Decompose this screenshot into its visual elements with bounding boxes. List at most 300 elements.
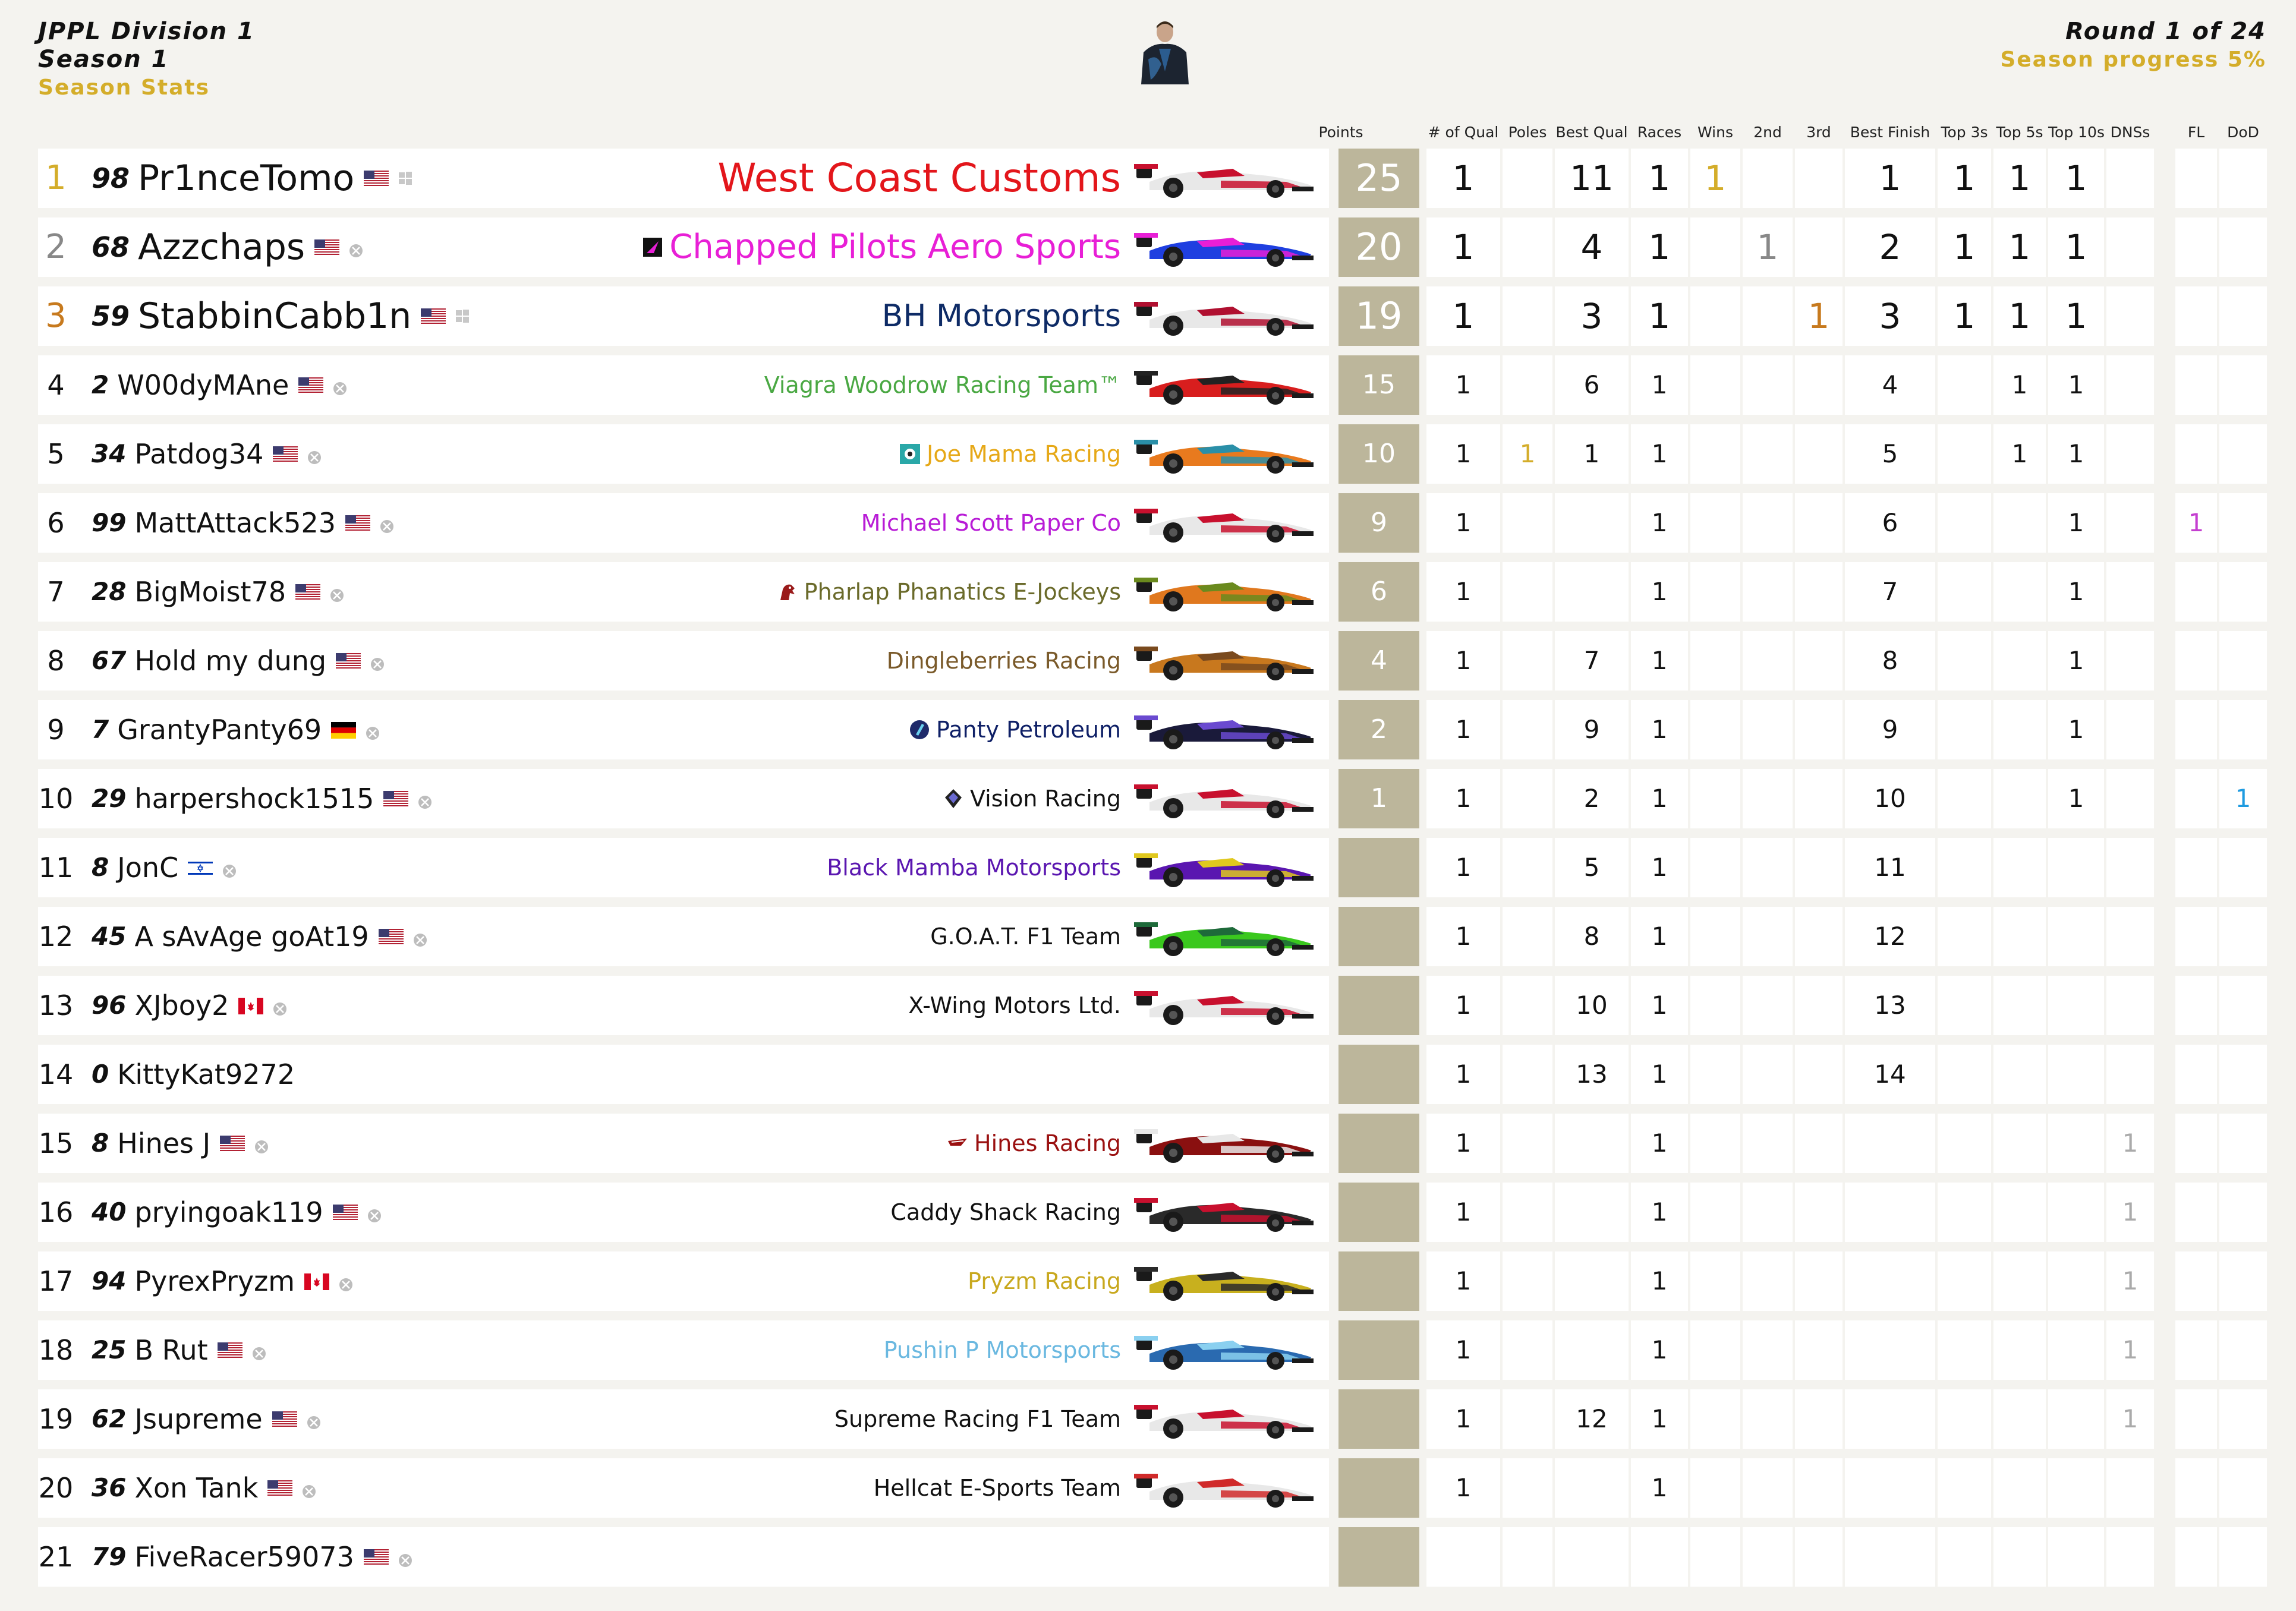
xbox-icon — [252, 1347, 266, 1361]
xbox-icon — [339, 1278, 353, 1292]
stat-top3 — [1938, 976, 1991, 1035]
stat-fl — [2175, 838, 2217, 897]
stat-fl — [2175, 217, 2217, 277]
car-number: 94 — [92, 1266, 127, 1295]
stat-wins — [1690, 700, 1740, 759]
xbox-icon — [349, 244, 363, 258]
stat-poles — [1503, 769, 1552, 828]
stat-qual: 1 — [1426, 631, 1500, 691]
stat-second — [1743, 1389, 1793, 1449]
us-flag-icon — [336, 653, 361, 670]
xbox-icon — [370, 657, 385, 671]
stat-qual: 1 — [1426, 1183, 1500, 1242]
stat-dns — [2106, 907, 2154, 966]
points-cell — [1338, 1251, 1419, 1311]
points-cell: 15 — [1338, 355, 1419, 415]
us-flag-icon — [383, 791, 408, 808]
xbox-icon — [367, 1209, 382, 1223]
row-driver-panel — [38, 1527, 1329, 1587]
stat-poles — [1503, 1389, 1552, 1449]
stat-best-qual: 13 — [1555, 1045, 1629, 1104]
stat-second — [1743, 976, 1793, 1035]
stat-races: 1 — [1631, 631, 1688, 691]
us-flag-icon — [364, 171, 389, 187]
stat-dns — [2106, 493, 2154, 553]
stat-dod: 1 — [2219, 769, 2267, 828]
stat-dns — [2106, 149, 2154, 208]
stat-poles — [1503, 631, 1552, 691]
stat-poles — [1503, 1458, 1552, 1518]
stat-top5 — [1993, 1458, 2046, 1518]
stat-dod — [2219, 562, 2267, 622]
stat-dod — [2219, 907, 2267, 966]
table-row — [38, 286, 2267, 346]
row-driver-panel — [38, 493, 1329, 553]
us-flag-icon — [314, 239, 339, 256]
canada-flag-icon — [304, 1273, 329, 1290]
stat-dod — [2219, 1114, 2267, 1173]
position-label: 15 — [38, 1127, 74, 1159]
stat-second — [1743, 700, 1793, 759]
race-car-icon — [1132, 503, 1316, 544]
stat-qual: 1 — [1426, 149, 1500, 208]
stat-races: 1 — [1631, 424, 1688, 484]
points-cell: 9 — [1338, 493, 1419, 553]
stat-dod — [2219, 1458, 2267, 1518]
team-name: West Coast Customs — [717, 155, 1121, 201]
team-name: Joe Mama Racing — [927, 441, 1121, 467]
row-driver-panel — [38, 838, 1329, 897]
stat-qual: 1 — [1426, 1251, 1500, 1311]
stat-dod — [2219, 217, 2267, 277]
stat-second — [1743, 1458, 1793, 1518]
team-name: Pharlap Phanatics E-Jockeys — [804, 579, 1121, 605]
stat-fl — [2175, 1389, 2217, 1449]
stat-best-finish: 9 — [1845, 700, 1935, 759]
points-cell — [1338, 1527, 1419, 1587]
stat-qual — [1426, 1527, 1500, 1587]
xbox-icon — [366, 726, 380, 740]
israel-flag-icon — [188, 860, 213, 877]
stat-qual: 1 — [1426, 976, 1500, 1035]
stat-top3 — [1938, 1183, 1991, 1242]
stat-third — [1795, 355, 1843, 415]
points-cell — [1338, 1183, 1419, 1242]
xbox-icon — [333, 382, 347, 396]
stat-races: 1 — [1631, 769, 1688, 828]
col-header-qual: # of Qual — [1428, 124, 1499, 141]
points-cell — [1338, 838, 1419, 897]
car-number: 28 — [92, 577, 127, 606]
stat-dns — [2106, 424, 2154, 484]
stat-best-finish — [1845, 1183, 1935, 1242]
stat-second — [1743, 424, 1793, 484]
stat-poles: 1 — [1503, 424, 1552, 484]
race-car-icon — [1132, 641, 1316, 682]
race-car-icon — [1132, 434, 1316, 475]
stat-best-finish: 10 — [1845, 769, 1935, 828]
position-label: 19 — [38, 1403, 74, 1435]
stat-best-qual: 9 — [1555, 700, 1629, 759]
stat-wins: 1 — [1690, 149, 1740, 208]
stat-dod — [2219, 493, 2267, 553]
position-label: 1 — [45, 159, 67, 197]
position-label: 10 — [38, 783, 74, 815]
stat-top10: 1 — [2048, 769, 2104, 828]
points-cell — [1338, 907, 1419, 966]
stat-races: 1 — [1631, 1114, 1688, 1173]
stat-wins — [1690, 424, 1740, 484]
us-flag-icon — [298, 377, 323, 394]
col-header-best-finish: Best Finish — [1850, 124, 1930, 141]
car-number: 8 — [92, 1128, 109, 1158]
stat-best-qual — [1555, 1251, 1629, 1311]
stat-top5 — [1993, 1183, 2046, 1242]
stat-dns — [2106, 1527, 2154, 1587]
stat-top3 — [1938, 907, 1991, 966]
points-cell: 25 — [1338, 149, 1419, 208]
points-cell — [1338, 976, 1419, 1035]
stat-fl — [2175, 562, 2217, 622]
xbox-icon — [254, 1140, 269, 1154]
stat-wins — [1690, 976, 1740, 1035]
stat-third — [1795, 1320, 1843, 1380]
stat-poles — [1503, 838, 1552, 897]
team-logo-icon — [642, 237, 663, 258]
stat-top10 — [2048, 1458, 2104, 1518]
stat-best-qual: 5 — [1555, 838, 1629, 897]
stat-dns — [2106, 355, 2154, 415]
col-header-best-qual: Best Qual — [1555, 124, 1628, 141]
stat-dns — [2106, 976, 2154, 1035]
stat-dns: 1 — [2106, 1114, 2154, 1173]
stat-wins — [1690, 1389, 1740, 1449]
race-car-icon — [1132, 365, 1316, 406]
stat-dod — [2219, 355, 2267, 415]
stat-wins — [1690, 286, 1740, 346]
stat-races: 1 — [1631, 907, 1688, 966]
stat-top3 — [1938, 631, 1991, 691]
stat-best-finish: 3 — [1845, 286, 1935, 346]
stat-races: 1 — [1631, 700, 1688, 759]
stat-poles — [1503, 1251, 1552, 1311]
stat-best-qual — [1555, 493, 1629, 553]
race-car-icon — [1132, 572, 1316, 613]
table-row — [38, 1114, 2267, 1173]
stat-top10: 1 — [2048, 355, 2104, 415]
col-header-dod: DoD — [2227, 124, 2259, 141]
stat-third — [1795, 149, 1843, 208]
row-driver-panel — [38, 1251, 1329, 1311]
xbox-icon — [380, 519, 394, 534]
stat-wins — [1690, 769, 1740, 828]
table-row — [38, 1251, 2267, 1311]
stat-best-finish: 13 — [1845, 976, 1935, 1035]
stat-races: 1 — [1631, 562, 1688, 622]
points-cell — [1338, 1045, 1419, 1104]
table-row — [38, 217, 2267, 277]
table-row — [38, 907, 2267, 966]
position-label: 3 — [45, 297, 67, 335]
team-name: Dingleberries Racing — [886, 648, 1121, 674]
round-label: Round 1 of 24 — [2065, 18, 2266, 45]
race-car-icon — [1132, 778, 1316, 820]
col-header-top5: Top 5s — [1996, 124, 2043, 141]
driver-name: XJboy2 — [134, 989, 229, 1022]
stat-races: 1 — [1631, 1458, 1688, 1518]
col-header-wins: Wins — [1697, 124, 1733, 141]
col-header-third: 3rd — [1806, 124, 1831, 141]
us-flag-icon — [218, 1342, 242, 1359]
table-row — [38, 1320, 2267, 1380]
stat-dod — [2219, 631, 2267, 691]
stat-top10: 1 — [2048, 217, 2104, 277]
team-name: Caddy Shack Racing — [890, 1199, 1121, 1225]
stat-fl — [2175, 907, 2217, 966]
stat-fl — [2175, 769, 2217, 828]
stat-top10: 1 — [2048, 493, 2104, 553]
car-number: 8 — [92, 853, 109, 882]
stat-qual: 1 — [1426, 424, 1500, 484]
stat-best-qual — [1555, 1320, 1629, 1380]
stat-best-qual: 4 — [1555, 217, 1629, 277]
points-cell: 19 — [1338, 286, 1419, 346]
stat-second — [1743, 355, 1793, 415]
stat-wins — [1690, 1183, 1740, 1242]
xbox-icon — [273, 1002, 287, 1016]
stat-top5 — [1993, 1527, 2046, 1587]
stat-second — [1743, 1045, 1793, 1104]
us-flag-icon — [379, 929, 404, 945]
stat-wins — [1690, 217, 1740, 277]
us-flag-icon — [333, 1205, 358, 1221]
table-row — [38, 838, 2267, 897]
team-name: X-Wing Motors Ltd. — [908, 992, 1121, 1019]
stat-top3 — [1938, 838, 1991, 897]
stat-top10 — [2048, 1045, 2104, 1104]
stat-wins — [1690, 1251, 1740, 1311]
stat-third — [1795, 1114, 1843, 1173]
stat-third — [1795, 1251, 1843, 1311]
stat-dns — [2106, 838, 2154, 897]
header-right — [2000, 18, 2266, 74]
stat-best-qual: 2 — [1555, 769, 1629, 828]
stat-best-qual: 10 — [1555, 976, 1629, 1035]
stat-qual: 1 — [1426, 769, 1500, 828]
row-driver-panel — [38, 355, 1329, 415]
stat-races — [1631, 1527, 1688, 1587]
stat-third — [1795, 838, 1843, 897]
driver-name: KittyKat9272 — [117, 1058, 295, 1090]
stat-races: 1 — [1631, 1389, 1688, 1449]
canada-flag-icon — [238, 998, 263, 1014]
position-label: 16 — [38, 1196, 74, 1228]
stat-best-finish: 6 — [1845, 493, 1935, 553]
stat-top3 — [1938, 355, 1991, 415]
stat-top5 — [1993, 1389, 2046, 1449]
stat-top5: 1 — [1993, 286, 2046, 346]
stat-fl — [2175, 1114, 2217, 1173]
stat-top5: 1 — [1993, 424, 2046, 484]
car-number: 2 — [92, 370, 109, 399]
stat-qual: 1 — [1426, 838, 1500, 897]
points-cell: 10 — [1338, 424, 1419, 484]
stat-best-qual — [1555, 1458, 1629, 1518]
table-row — [38, 1045, 2267, 1104]
stat-dns — [2106, 562, 2154, 622]
table-row — [38, 1389, 2267, 1449]
stat-fl — [2175, 1251, 2217, 1311]
xbox-icon — [222, 864, 237, 878]
stat-third — [1795, 493, 1843, 553]
stat-top5: 1 — [1993, 355, 2046, 415]
stat-poles — [1503, 1320, 1552, 1380]
stat-races: 1 — [1631, 217, 1688, 277]
table-row — [38, 149, 2267, 208]
stat-top5 — [1993, 1045, 2046, 1104]
stat-third — [1795, 769, 1843, 828]
race-car-icon — [1132, 916, 1316, 958]
stat-top3 — [1938, 1458, 1991, 1518]
xbox-icon — [398, 1553, 412, 1568]
xbox-icon — [307, 1415, 321, 1430]
car-number: 99 — [92, 508, 127, 537]
stat-top10: 1 — [2048, 631, 2104, 691]
row-driver-panel — [38, 1458, 1329, 1518]
stat-top5 — [1993, 562, 2046, 622]
stat-second: 1 — [1743, 217, 1793, 277]
stat-poles — [1503, 286, 1552, 346]
race-car-icon — [1132, 710, 1316, 751]
race-car-icon — [1132, 1261, 1316, 1303]
stat-best-finish — [1845, 1251, 1935, 1311]
table-row — [38, 976, 2267, 1035]
stat-poles — [1503, 217, 1552, 277]
stat-top5 — [1993, 631, 2046, 691]
stat-best-qual: 8 — [1555, 907, 1629, 966]
driver-name: Hines J — [117, 1127, 211, 1159]
stat-dns — [2106, 286, 2154, 346]
stat-dod — [2219, 838, 2267, 897]
stat-dns — [2106, 1458, 2154, 1518]
stat-second — [1743, 1183, 1793, 1242]
stat-best-qual: 6 — [1555, 355, 1629, 415]
stat-fl — [2175, 286, 2217, 346]
table-row — [38, 1527, 2267, 1587]
driver-name: Azzchaps — [138, 226, 305, 268]
us-flag-icon — [345, 515, 370, 532]
race-car-icon — [1132, 1123, 1316, 1165]
car-number: 79 — [92, 1542, 127, 1571]
stat-top5 — [1993, 1114, 2046, 1173]
race-car-icon — [1132, 1330, 1316, 1372]
stat-top3 — [1938, 1251, 1991, 1311]
stat-best-finish — [1845, 1114, 1935, 1173]
stat-poles — [1503, 493, 1552, 553]
stat-poles — [1503, 976, 1552, 1035]
stat-second — [1743, 838, 1793, 897]
position-label: 17 — [38, 1265, 74, 1297]
stat-second — [1743, 907, 1793, 966]
stat-fl — [2175, 976, 2217, 1035]
stat-dod — [2219, 1183, 2267, 1242]
driver-name: harpershock1515 — [134, 783, 374, 815]
car-number: 62 — [92, 1404, 127, 1433]
stat-poles — [1503, 355, 1552, 415]
stat-top3: 1 — [1938, 286, 1991, 346]
car-number: 59 — [92, 300, 130, 332]
stat-dns — [2106, 631, 2154, 691]
xbox-icon — [330, 588, 344, 603]
stat-third — [1795, 907, 1843, 966]
stat-fl — [2175, 1045, 2217, 1104]
stat-best-finish: 4 — [1845, 355, 1935, 415]
stat-second — [1743, 1527, 1793, 1587]
stat-best-qual: 11 — [1555, 149, 1629, 208]
league-logo-icon — [1135, 18, 1195, 84]
stat-fl: 1 — [2175, 493, 2217, 553]
stat-fl — [2175, 424, 2217, 484]
stat-races: 1 — [1631, 286, 1688, 346]
stat-races: 1 — [1631, 976, 1688, 1035]
stat-qual: 1 — [1426, 286, 1500, 346]
col-header-second: 2nd — [1753, 124, 1782, 141]
stat-third — [1795, 700, 1843, 759]
stat-wins — [1690, 1527, 1740, 1587]
stat-poles — [1503, 700, 1552, 759]
table-row — [38, 562, 2267, 622]
stat-top5 — [1993, 493, 2046, 553]
stat-second — [1743, 769, 1793, 828]
team-name: Hellcat E-Sports Team — [873, 1475, 1121, 1501]
stat-best-finish: 12 — [1845, 907, 1935, 966]
race-car-icon — [1132, 158, 1316, 200]
stat-best-qual: 7 — [1555, 631, 1629, 691]
row-driver-panel — [38, 1320, 1329, 1380]
stat-qual: 1 — [1426, 217, 1500, 277]
position-label: 5 — [47, 438, 65, 470]
stat-second — [1743, 631, 1793, 691]
stat-races: 1 — [1631, 838, 1688, 897]
table-row — [38, 1458, 2267, 1518]
stat-poles — [1503, 149, 1552, 208]
stat-dod — [2219, 1251, 2267, 1311]
stat-top10 — [2048, 1320, 2104, 1380]
stat-best-qual: 3 — [1555, 286, 1629, 346]
team-name: Supreme Racing F1 Team — [834, 1406, 1121, 1432]
stat-dod — [2219, 1045, 2267, 1104]
stat-top3: 1 — [1938, 149, 1991, 208]
position-label: 2 — [45, 228, 67, 266]
division-title: JPPL Division 1 — [38, 18, 255, 45]
season-title: Season 1 — [38, 46, 169, 73]
driver-name: pryingoak119 — [134, 1196, 323, 1228]
stat-dns: 1 — [2106, 1183, 2154, 1242]
car-number: 67 — [92, 646, 127, 675]
stat-third: 1 — [1795, 286, 1843, 346]
row-driver-panel — [38, 631, 1329, 691]
table-row — [38, 769, 2267, 828]
stat-poles — [1503, 1114, 1552, 1173]
stat-top5: 1 — [1993, 149, 2046, 208]
position-label: 21 — [38, 1541, 74, 1573]
stat-qual: 1 — [1426, 700, 1500, 759]
stat-dns — [2106, 769, 2154, 828]
stat-best-qual: 12 — [1555, 1389, 1629, 1449]
stat-top10 — [2048, 1527, 2104, 1587]
table-row — [38, 493, 2267, 553]
driver-name: StabbinCabb1n — [138, 295, 412, 337]
